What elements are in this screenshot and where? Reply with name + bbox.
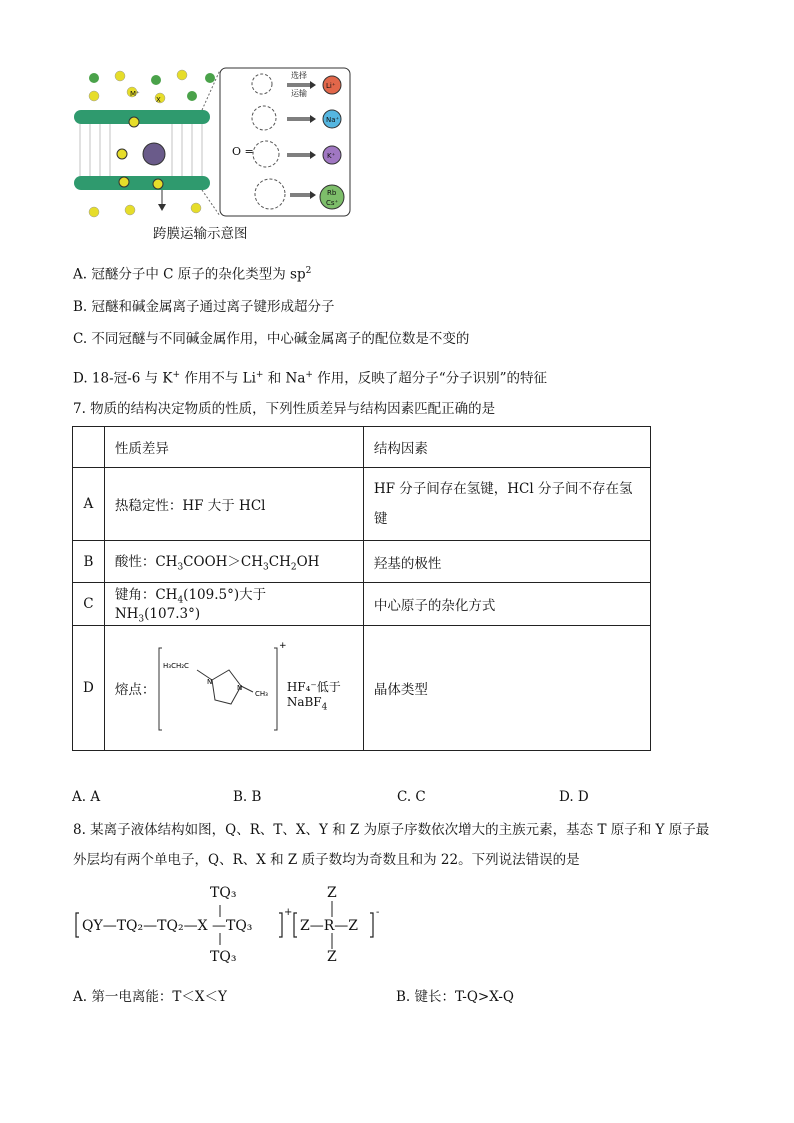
ethyl-label: H₃CH₂C — [162, 662, 189, 670]
q6-option-c: C. 不同冠醚与不同碱金属作用，中心碱金属离子的配位数是不变的 — [73, 331, 470, 347]
n-label-2: N — [236, 684, 243, 692]
row-property: 热稳定性：HF 大于 HCl — [104, 468, 363, 541]
n-label-1: N — [206, 678, 213, 686]
row-property: 键角：$CH_4(109.5^\circ)$大于 $NH_3(107.3^\circ)$ — [104, 583, 363, 626]
li-label: Li⁺ — [326, 82, 336, 90]
q7-answer-a: A. A — [72, 789, 101, 805]
membrane-diagram — [72, 66, 352, 220]
q6-d-part3: 和 Na — [263, 370, 306, 387]
q6-option-b: B. 冠醚和碱金属离子通过离子键形成超分子 — [73, 299, 335, 315]
header-cell-property: 性质差异 — [104, 427, 363, 468]
melting-prefix: 熔点： — [114, 682, 156, 698]
row-label: D — [73, 626, 105, 751]
figure-caption: 跨膜运输示意图 — [153, 226, 248, 242]
m-label: M⁺ — [130, 90, 140, 98]
x-label: X — [156, 96, 161, 104]
row-cause: 中心原子的杂化方式 — [363, 583, 650, 626]
q6-option-a-sup: 2 — [305, 266, 312, 276]
table-row — [73, 626, 651, 751]
cation-top: TQ₃ — [210, 885, 237, 901]
q6-option-a — [73, 262, 311, 284]
q6-option-a-text: A. 冠醚分子中 C 原子的杂化类型为 sp — [73, 266, 306, 283]
cation-main: QY—TQ₂—TQ₂—X —TQ₃ — [82, 918, 253, 934]
q6-option-d — [73, 366, 547, 388]
row-property — [104, 626, 363, 751]
q6-d-sup1: + — [172, 370, 181, 380]
charge-label: + — [278, 641, 287, 651]
q6-d-sup2: + — [255, 370, 264, 380]
table-row — [73, 583, 651, 626]
q8-stem-line2: 外层均有两个单电子，Q、R、X 和 Z 质子数均为奇数且和为 22。下列说法错误的是 — [73, 852, 580, 868]
q8-option-a: A. 第一电离能：T＜X＜Y — [73, 989, 227, 1005]
q6-d-part2: 作用不与 Li — [180, 370, 256, 387]
row-cause: HF 分子间存在氢键，HCl 分子间不存在氢键 — [363, 468, 650, 541]
table-row — [73, 468, 651, 541]
table-header-row — [73, 427, 651, 468]
anion-main: Z—R—Z — [300, 918, 358, 934]
row-property: 酸性：$CH_3COOH>CH_3CH_2OH$ — [104, 541, 363, 583]
q7-stem: 7. 物质的结构决定物质的性质，下列性质差异与结构因素匹配正确的是 — [73, 401, 496, 417]
row-cause: 羟基的极性 — [363, 541, 650, 583]
anion-top: Z — [327, 885, 337, 901]
q6-d-part1: D. 18-冠-6 与 K — [73, 370, 173, 387]
q7-answer-c: C. C — [397, 789, 426, 805]
cation-charge: + — [284, 907, 293, 918]
melting-suffix: HF₄⁻低于 NaBF$_4$ — [286, 680, 341, 713]
membrane-figure — [72, 66, 352, 220]
rb-label: Rb — [327, 189, 337, 197]
imidazolium-structure — [157, 638, 287, 738]
row-label: C — [73, 583, 105, 626]
cation-bottom: TQ₃ — [210, 949, 237, 965]
arrow-label-bottom: 运输 — [291, 89, 307, 98]
na-label: Na⁺ — [326, 116, 340, 124]
row-label: A — [73, 468, 105, 541]
q8-stem-line1: 8. 某离子液体结构如图，Q、R、T、X、Y 和 Z 为原子序数依次增大的主族元素，基态 T 原子和 Y 原子最 — [73, 822, 710, 838]
q6-d-part4: 作用，反映了超分子“分子识别”的特征 — [312, 370, 548, 387]
anion-charge: - — [376, 907, 380, 918]
row-cause: 晶体类型 — [363, 626, 650, 751]
o-label: O = — [232, 145, 254, 158]
q8-option-b: B. 键长：T-Q>X-Q — [396, 989, 514, 1005]
header-cell-cause: 结构因素 — [363, 427, 650, 468]
row-label: B — [73, 541, 105, 583]
anion-bottom: Z — [327, 949, 337, 965]
methyl-label: CH₃ — [254, 690, 268, 698]
q6-d-sup3: + — [305, 370, 313, 380]
table-row — [73, 541, 651, 583]
arrow-label-top: 选择 — [291, 71, 307, 80]
header-cell-empty — [73, 427, 105, 468]
q7-answer-b: B. B — [233, 789, 262, 805]
ionic-liquid-structure — [74, 885, 394, 970]
cs-label: Cs⁺ — [326, 199, 339, 207]
k-label: K⁺ — [327, 152, 336, 160]
q7-answer-d: D. D — [559, 789, 589, 805]
q7-table — [72, 426, 651, 751]
